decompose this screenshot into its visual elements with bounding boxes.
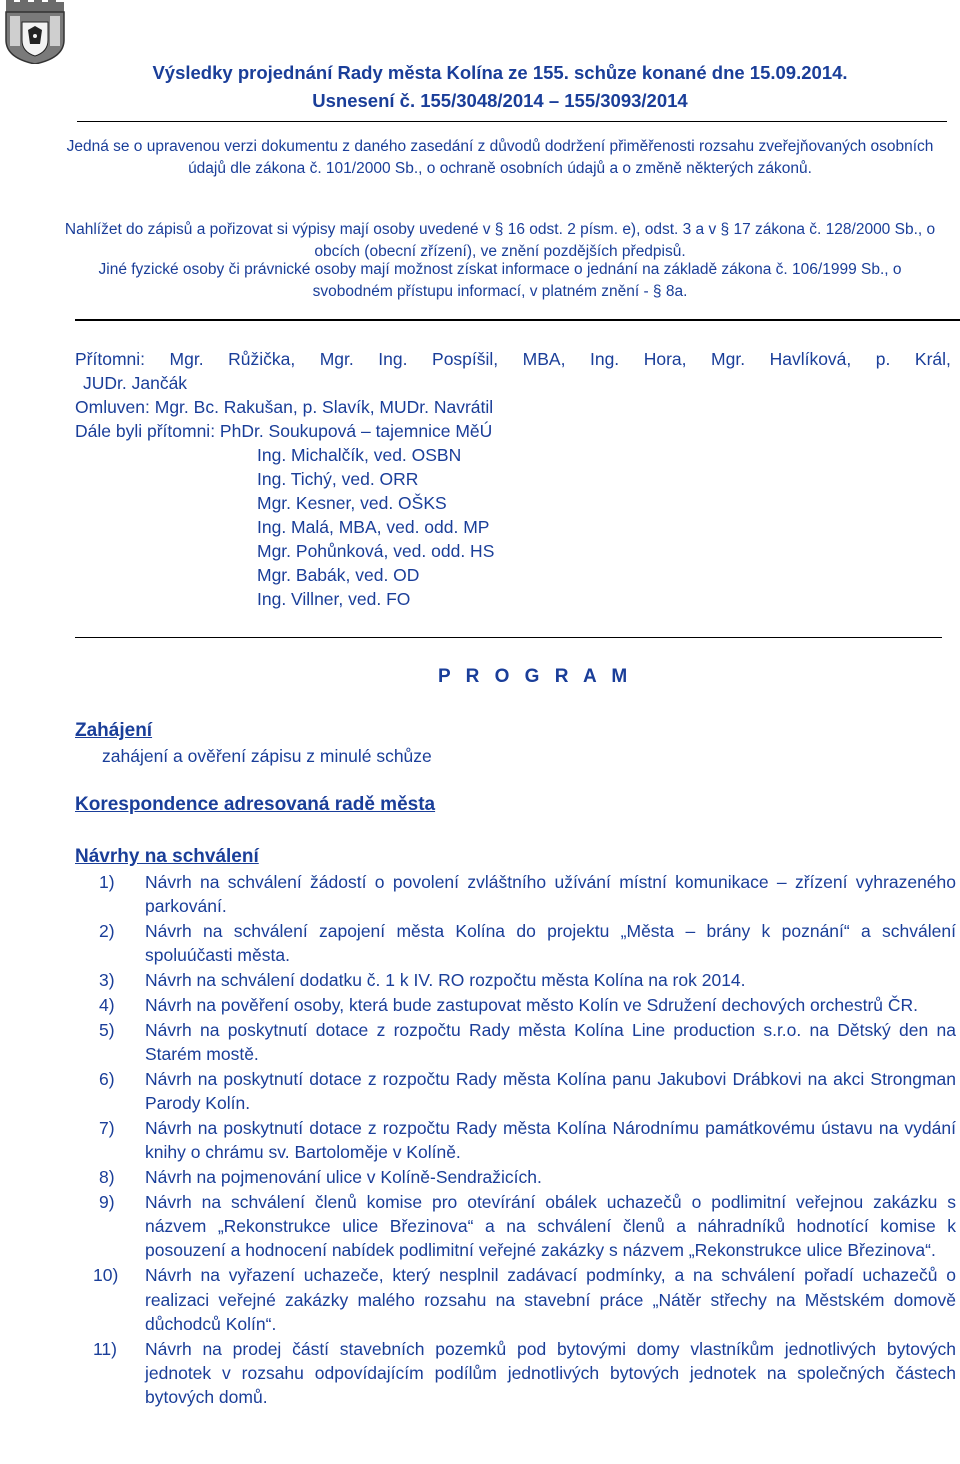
present-word: Mgr. [711,349,746,369]
proposal-item [75,968,956,992]
information-access-note: Jiné fyzické osoby či právnické osoby mají možnost získat informace o jednání na základě zákona č. 106/1999 Sb., o svobodném přístupu informací, v platném znění - § 8a. [98,261,902,300]
present-word: Král, [914,349,951,369]
proposal-item [75,1190,956,1263]
also-present-item: Ing. Michalčík, ved. OSBN [257,445,462,465]
present-word: Přítomni: [75,349,146,369]
city-coat-of-arms-icon [0,0,70,64]
also-present-item: Mgr. Pohůnková, ved. odd. HS [257,541,495,561]
present-word: Havlíková, [769,349,852,369]
item-number: 6) [99,1068,115,1089]
present-line [75,347,951,371]
opening-text: zahájení a ověření zápisu z minulé schůze [102,746,432,766]
opening-heading-text: Zahájení [75,720,153,741]
proposal-item [75,1067,956,1116]
present-word: Ing. [589,349,620,369]
proposal-item [75,870,956,919]
also-present-item: Ing. Villner, ved. FO [257,589,411,609]
also-present-item: Ing. Malá, MBA, ved. odd. MP [257,517,490,537]
excused-line: Omluven: Mgr. Bc. Rakušan, p. Slavík, MUDr. Navrátil [75,397,494,417]
item-text: Návrh na schválení dodatku č. 1 k IV. RO rozpočtu města Kolína na rok 2014. [145,970,746,991]
proposals-list [75,870,956,1410]
item-number: 2) [99,921,115,942]
item-text: Návrh na poskytnutí dotace z rozpočtu Rady města Kolína panu Jakubovi Drábkovi na akci Strongman Parody Kolín. [145,1068,956,1114]
attendance-divider [75,637,942,638]
item-text: Návrh na schválení zapojení města Kolína do projektu „Města – brány k poznání“ a schválení spoluúčasti města. [145,921,956,966]
item-text: Návrh na schválení žádostí o povolení zvláštního užívání místní komunikace – zřízení vyhrazeného parkování. [145,872,956,917]
proposals-heading [75,846,259,868]
item-text: Návrh na poskytnutí dotace z rozpočtu Rady města Kolína Line production s.r.o. na Dětský den na Starém mostě. [145,1019,956,1065]
present-word: Růžička, [228,349,296,369]
present-word: Mgr. [169,349,204,369]
present-word: Pospíšil, [432,349,499,369]
proposals-heading-text: Návrhy na schválení [75,846,259,867]
program-title: P R O G R A M [438,666,633,687]
access-note: Nahlížet do zápisů a pořizovat si výpisy mají osoby uvedené v § 16 odst. 2 písm. e), odst. 3 a v § 17 zákona č. 128/2000 Sb., o obcích (obecní zřízení), ve znění pozdějších předpisů. [64,221,936,260]
also-present-item: Ing. Tichý, ved. ORR [257,469,419,489]
item-text: Návrh na pověření osoby, která bude zastupovat město Kolín ve Sdružení dechových orchestrů ČR. [145,994,919,1015]
item-number: 7) [99,1117,115,1138]
also-present-item: Mgr. Babák, ved. OD [257,565,420,585]
proposal-item [75,1337,956,1410]
proposal-item [75,1116,956,1165]
proposal-item [75,1018,956,1067]
item-number: 1) [99,872,115,892]
item-text: Návrh na schválení členů komise pro otevírání obálek uchazečů o podlimitní veřejnou zakázku s názvem „Rekonstrukce ulice Březinova“ a na schválení členů a náhradníků hodnotící komise k posouzení a hodnocení nabídek podlimitní veřejné zakázky s názvem „Rekonstrukce ulice Březinova“. [145,1191,956,1261]
item-number: 8) [99,1167,115,1188]
item-text: Návrh na vyřazení uchazeče, který nesplnil zadávací podmínky, a na schválení pořadí uchazečů o realizaci veřejné zakázky malého rozsahu na stavební práce „Nátěr střechy na Městském domově důchodců Kolín“. [145,1265,956,1334]
also-present-line: Dále byli přítomni: PhDr. Soukupová – tajemnice MěÚ [75,421,493,441]
present-word: p. [875,349,891,369]
also-present-item: Mgr. Kesner, ved. OŠKS [257,493,447,513]
notes-divider [75,319,960,321]
proposal-item [75,919,956,968]
item-number: 4) [99,994,115,1015]
item-text: Návrh na pojmenování ulice v Kolíně-Sendražicích. [145,1167,542,1188]
correspondence-heading-text: Korespondence adresovaná radě města [75,794,436,815]
item-number: 10) [93,1265,119,1286]
proposal-item [75,993,956,1017]
attendance-section [75,347,955,611]
document-title: Výsledky projednání Rady města Kolína ze 155. schůze konané dne 15.09.2014. [152,62,848,83]
proposal-item [75,1263,956,1336]
resolution-range: Usnesení č. 155/3048/2014 – 155/3093/2014 [312,90,688,111]
present-word: MBA, [522,349,566,369]
correspondence-heading [75,794,435,816]
header-divider [77,121,947,122]
present-word: Hora, [643,349,687,369]
present-word: Ing. [378,349,408,369]
item-number: 3) [99,970,115,991]
privacy-note: Jedná se o upravenou verzi dokumentu z daného zasedání z důvodů dodržení přiměřenosti rozsahu zveřejňovaných osobních údajů dle zákona č. 101/2000 Sb., o ochraně osobních údajů a o změně některých zákonů. [66,138,934,177]
item-text: Návrh na prodej částí stavebních pozemků pod bytovými domy vlastníkům jednotlivých bytových jednotek v rozsahu odpovídajícím podílům jednotlivých bytových jednotek na společných částech bytových domů. [145,1338,956,1408]
item-number: 9) [99,1191,115,1212]
proposal-item [75,1165,956,1189]
item-number: 11) [93,1338,117,1359]
present-word: Mgr. [319,349,354,369]
item-text: Návrh na poskytnutí dotace z rozpočtu Rady města Kolína Národnímu památkovému ústavu na vydání knihy o chrámu sv. Bartoloměje v Kolíně. [145,1117,956,1163]
item-number: 5) [99,1019,115,1040]
present-line-2: JUDr. Jančák [83,373,188,393]
opening-heading [75,720,152,742]
